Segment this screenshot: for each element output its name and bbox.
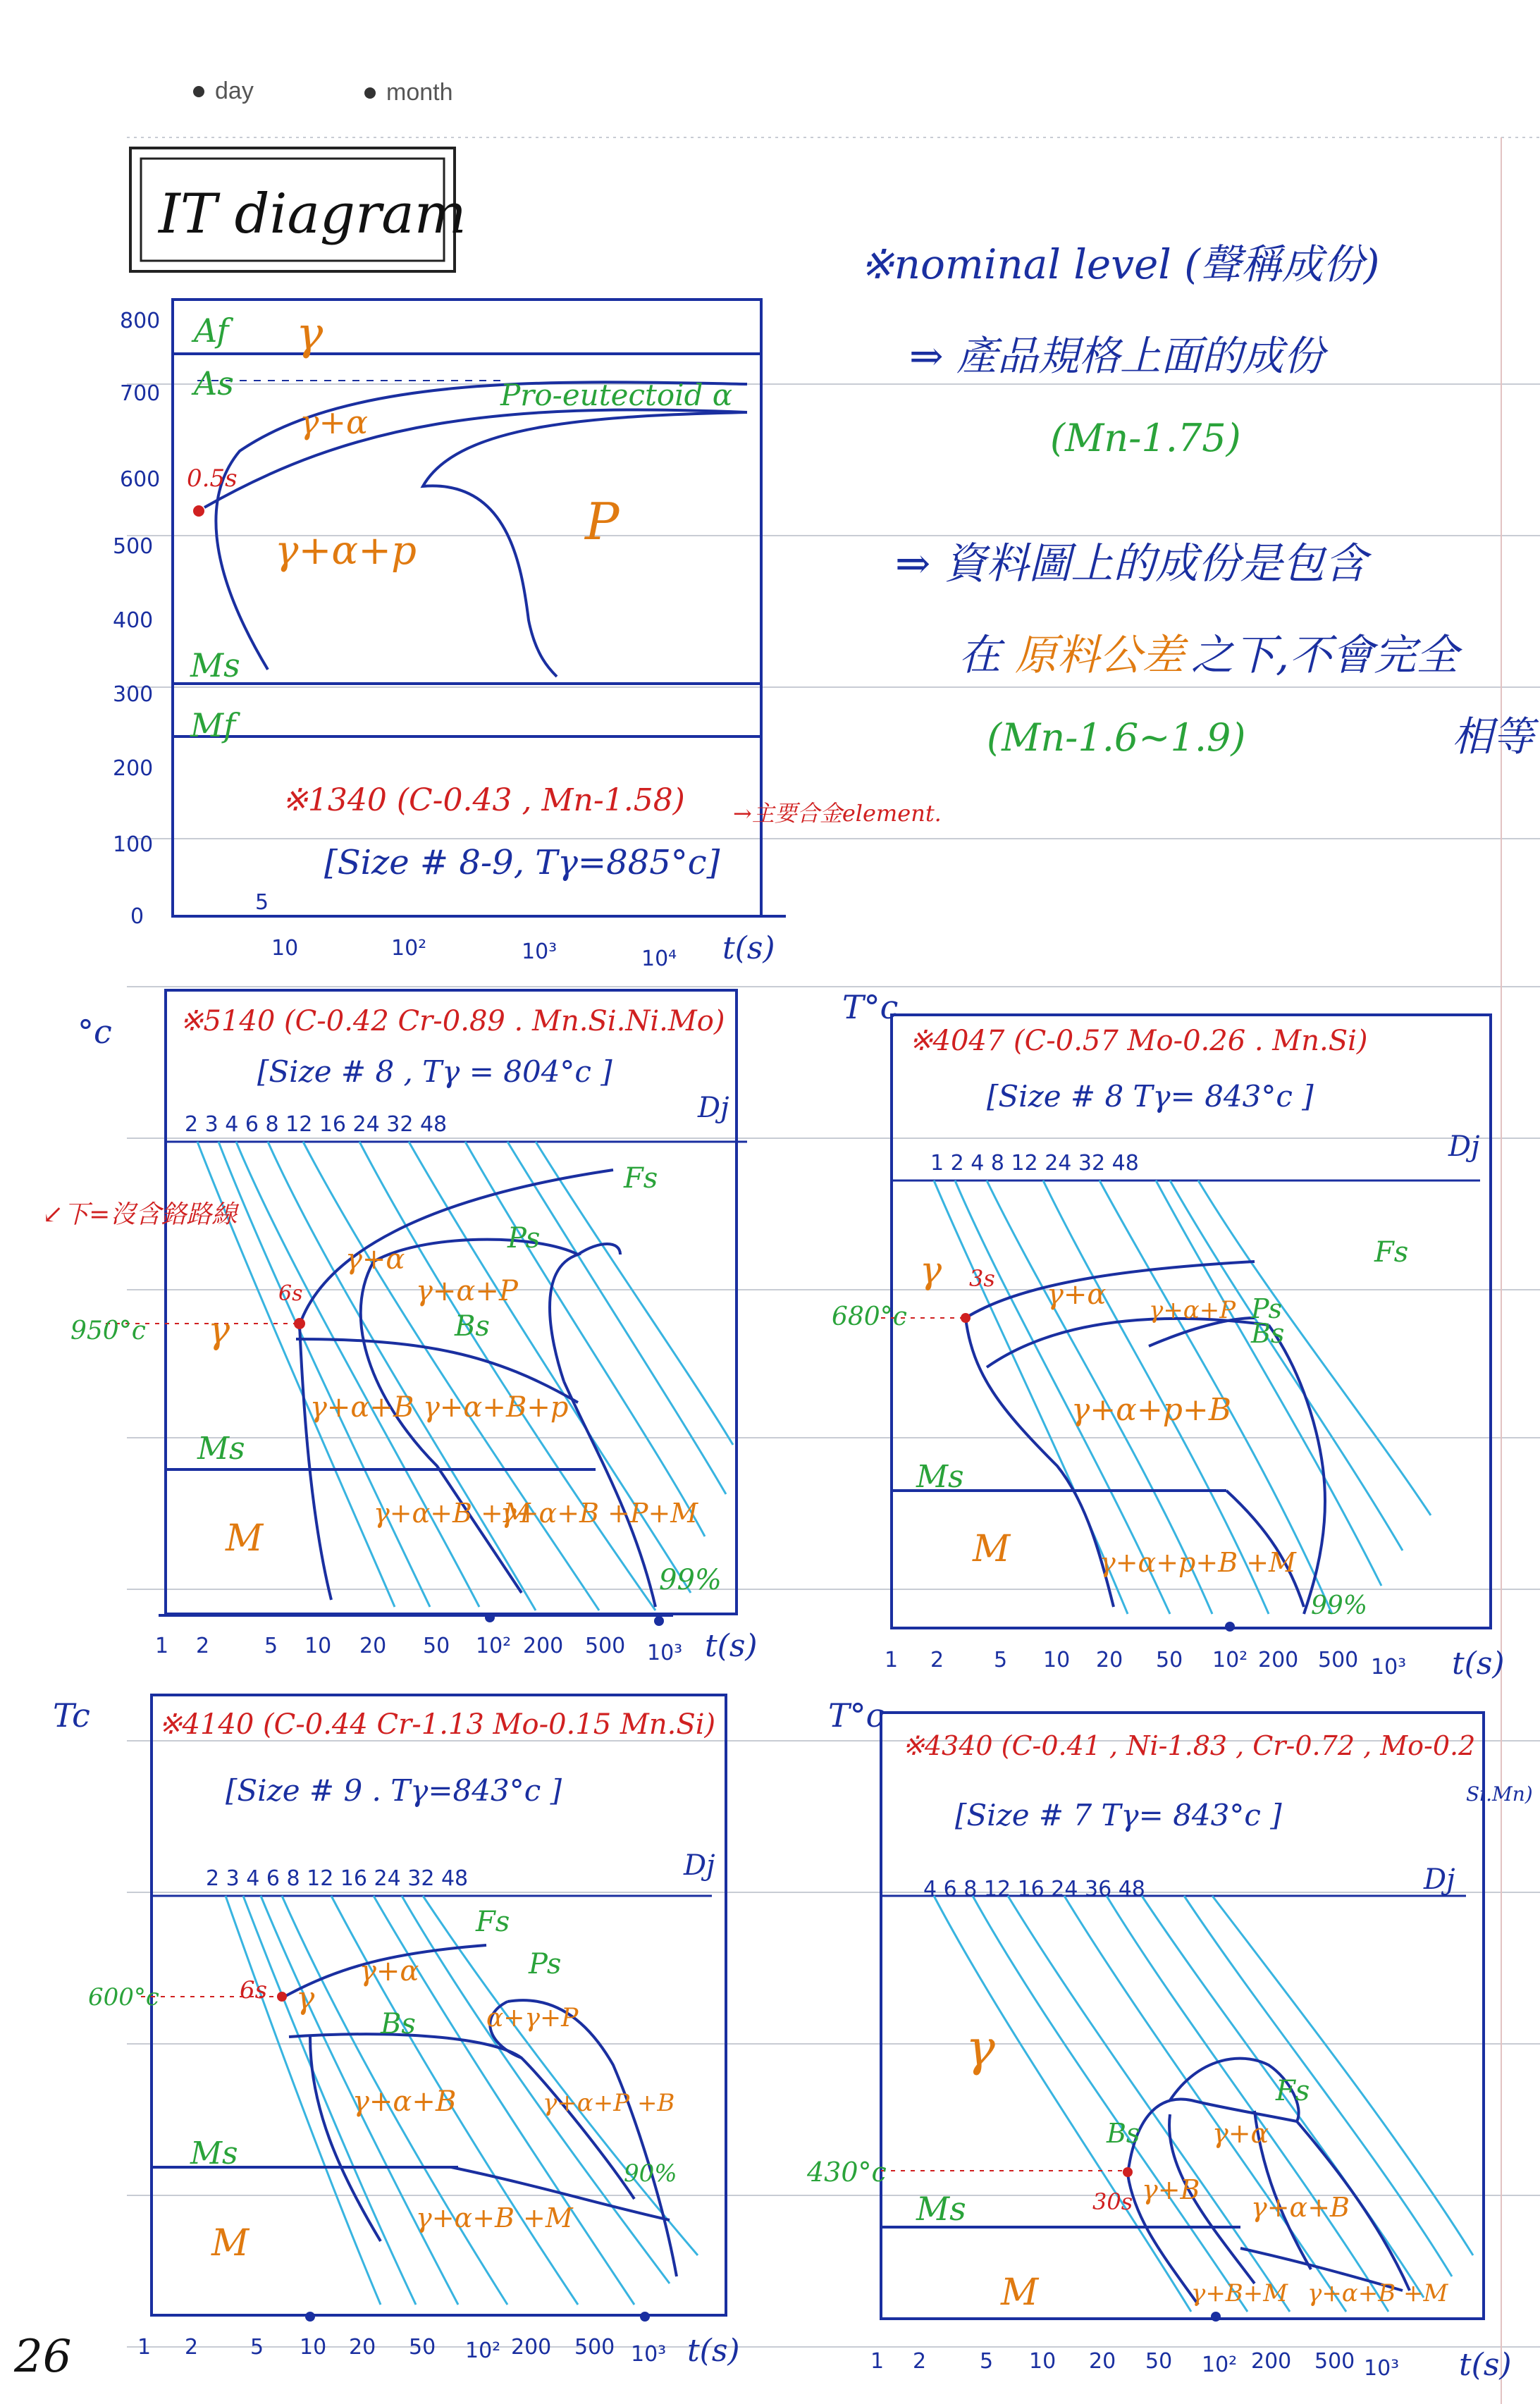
gamma-4140: γ <box>296 1980 315 2016</box>
af-label: Af <box>194 312 229 350</box>
x-tick: 50 <box>1156 1648 1183 1672</box>
ps-5140: Ps <box>507 1222 541 1255</box>
x-unit-4140: t(s) <box>687 2333 740 2369</box>
y-tick: 0 <box>130 904 144 929</box>
steel-1340: ※1340 (C-0.43 , Mn-1.58) <box>282 782 685 818</box>
y-axis-ticks-1340 <box>113 309 160 929</box>
ms-label: Ms <box>190 646 240 684</box>
x-tick: 10 <box>1029 2349 1057 2374</box>
x-tick: 200 <box>1251 2349 1292 2374</box>
size-4340: [Size # 7 Tγ= 843°c ] <box>955 1798 1282 1832</box>
x-tick: 50 <box>409 2335 436 2360</box>
x-unit-4047: t(s) <box>1452 1646 1505 1682</box>
temp-5140: 950°c <box>70 1317 146 1345</box>
x-tick: 50 <box>1145 2349 1173 2374</box>
gap-4047: γ+α+P <box>1149 1296 1236 1324</box>
chart-5140 <box>42 990 758 1665</box>
nose-5140: 6s <box>278 1281 303 1306</box>
gab-5140: γ+α+B <box>310 1391 414 1424</box>
x-tick: 1 <box>155 1634 169 1658</box>
x-tick: 500 <box>574 2335 615 2360</box>
m-4340: M <box>1001 2272 1039 2314</box>
gbm-4340: γ+B+M <box>1191 2279 1288 2307</box>
ga-4340: γ+α <box>1212 2118 1269 2149</box>
note-line2: ⇒ 資料圖上的成份是包含 <box>895 539 1367 588</box>
nominal-note: ※nominal level (聲稱成份) <box>860 240 1380 288</box>
x-tick: 10³ <box>522 939 558 964</box>
m-4140: M <box>211 2222 250 2264</box>
x-tick: 200 <box>1258 1648 1299 1672</box>
x-unit: t(s) <box>722 930 775 966</box>
x-tick: 2 <box>196 1634 210 1658</box>
pct-4047: 99% <box>1311 1591 1368 1620</box>
x-tick: 500 <box>1314 2349 1355 2374</box>
x-tick: 10³ <box>647 1641 683 1665</box>
x-unit-5140: t(s) <box>705 1628 758 1664</box>
chart-4047 <box>832 988 1505 1682</box>
nose-4047: 3s <box>969 1265 995 1292</box>
x-tick: 10² <box>465 2338 501 2363</box>
steel-4140: ※4140 (C-0.44 Cr-1.13 Mo-0.15 Mn.Si) <box>159 1708 716 1741</box>
gab-4140: γ+α+B <box>352 2085 457 2118</box>
gamma-label: γ <box>296 308 324 360</box>
chart-1340 <box>113 300 942 971</box>
size-4047: [Size # 8 Tγ= 843°c ] <box>987 1079 1314 1114</box>
axis-y-4340: T°c <box>828 1696 885 1734</box>
note-line3c: 之下,不會完全 <box>1191 631 1459 680</box>
mf-label: Mf <box>190 706 236 744</box>
x-tick: 10 <box>300 2335 327 2360</box>
y-tick: 400 <box>113 608 154 633</box>
ms-5140: Ms <box>197 1431 245 1467</box>
note-line3a: 在 <box>959 631 1001 680</box>
gabm-5140: γ+α+B +M <box>374 1498 531 1529</box>
dj-4140: Dj <box>684 1849 715 1882</box>
x-tick: 5 <box>980 2349 994 2374</box>
ms-4047: Ms <box>916 1459 964 1495</box>
bs-4340: Bs <box>1107 2118 1140 2149</box>
ms-4340: Ms <box>916 2190 966 2228</box>
notes <box>860 240 1539 760</box>
gamma-alpha-label: γ+α <box>300 403 369 441</box>
fs-5140: Fs <box>624 1162 658 1195</box>
dj-ticks-4047: 1 2 4 8 12 24 32 48 <box>930 1151 1139 1176</box>
x-tick: 500 <box>585 1634 626 1658</box>
x-tick: 10² <box>1202 2353 1238 2377</box>
y-tick: 500 <box>113 534 154 559</box>
x-tick: 200 <box>511 2335 552 2360</box>
month-dot-icon <box>364 87 376 99</box>
note-line3e: 相等 <box>1452 713 1534 760</box>
ga-5140: γ+α <box>345 1243 405 1276</box>
x-tick: 1 <box>870 2349 885 2374</box>
dj-ticks-5140: 2 3 4 6 8 12 16 24 32 48 <box>185 1112 448 1137</box>
ms-4140: Ms <box>190 2135 238 2171</box>
x-tick: 20 <box>359 1634 387 1658</box>
gabpm-5140: γ+α+B +P+M <box>500 1498 698 1529</box>
fs-4140: Fs <box>476 1906 510 1938</box>
pro-eutectoid-label: Pro-eutectoid α <box>500 378 733 412</box>
x-tick: 20 <box>1096 1648 1123 1672</box>
m-5140: M <box>226 1517 264 1560</box>
fs-4047: Fs <box>1374 1236 1409 1269</box>
side-note-5140: ↙下=沒含鉻路線 <box>42 1200 238 1229</box>
steel-4047: ※4047 (C-0.57 Mo-0.26 . Mn.Si) <box>909 1025 1368 1057</box>
note-line1: ⇒ 產品規格上面的成份 <box>909 332 1325 380</box>
y-tick: 300 <box>113 682 154 707</box>
gap-4140: α+γ+P <box>486 2004 579 2033</box>
x-tick: 10² <box>1212 1648 1248 1672</box>
x-tick: 10³ <box>631 2342 667 2367</box>
x-tick: 1 <box>885 1648 899 1672</box>
x-tick: 2 <box>913 2349 927 2374</box>
day-dot-icon <box>193 86 204 97</box>
page-number: 26 <box>14 2331 72 2383</box>
gapbm-4047: γ+α+p+B +M <box>1099 1547 1296 1578</box>
x-unit-4340: t(s) <box>1459 2347 1512 2383</box>
chart-4340 <box>806 1696 1533 2383</box>
ps-4047: Ps <box>1251 1293 1283 1324</box>
ruled-lines <box>127 137 1540 2404</box>
ga-4140: γ+α <box>359 1955 419 1987</box>
gamma-4340: γ <box>966 2019 995 2077</box>
gabm-4140: γ+α+B +M <box>416 2202 573 2233</box>
x-tick: 50 <box>423 1634 450 1658</box>
note-line3b: 原料公差 <box>1015 631 1184 680</box>
gabp-5140: γ+α+B+p <box>423 1391 569 1424</box>
gb-4340: γ+B <box>1142 2174 1200 2205</box>
gabm-4340: γ+α+B +M <box>1307 2279 1448 2307</box>
x-tick: 5 <box>264 1634 278 1658</box>
x-tick: 10⁴ <box>641 947 677 971</box>
y-tick: 700 <box>120 381 161 406</box>
x-tick: 2 <box>185 2335 199 2360</box>
ps-4140: Ps <box>529 1948 562 1980</box>
size-4140: [Size # 9 . Tγ=843°c ] <box>226 1773 562 1808</box>
steel-4340: ※4340 (C-0.41 , Ni-1.83 , Cr-0.72 , Mo-0.2 <box>902 1730 1476 1761</box>
gamma-alpha-p-label: γ+α+p <box>275 528 417 574</box>
dj-4340: Dj <box>1424 1863 1455 1896</box>
gab-4340: γ+α+B <box>1251 2192 1350 2223</box>
gamma-5140: γ <box>208 1309 230 1352</box>
steel-5140: ※5140 (C-0.42 Cr-0.89 . Mn.Si.Ni.Mo) <box>180 1005 725 1037</box>
title-box <box>130 148 467 271</box>
p-label: P <box>585 492 620 551</box>
temp-4047: 680°c <box>832 1302 907 1331</box>
nose-time: 0.5s <box>187 464 238 493</box>
nose-4140: 6s <box>240 1976 268 2004</box>
x-tick: 5 <box>255 890 269 915</box>
pct-4140: 90% <box>624 2159 677 2188</box>
y-tick: 600 <box>120 467 161 492</box>
x-tick: 200 <box>523 1634 564 1658</box>
axis-y-4047: T°c <box>842 988 899 1026</box>
bs-4047: Bs <box>1251 1318 1285 1349</box>
x-tick: 10³ <box>1371 1655 1407 1679</box>
size-5140: [Size # 8 , Tγ = 804°c ] <box>257 1054 612 1089</box>
nose-4340: 30s <box>1092 2188 1133 2215</box>
dj-ticks-4140: 2 3 4 6 8 12 16 24 32 48 <box>206 1866 469 1891</box>
temp-4140: 600°c <box>88 1983 159 2011</box>
x-tick: 10² <box>476 1634 512 1658</box>
gap-5140: γ+α+P <box>416 1275 518 1307</box>
pct-5140: 99% <box>659 1564 722 1596</box>
dj-4047: Dj <box>1448 1130 1480 1163</box>
bs-5140: Bs <box>455 1310 490 1343</box>
x-tick: 2 <box>930 1648 944 1672</box>
as-label: As <box>194 364 234 402</box>
x-tick: 1 <box>137 2335 152 2360</box>
x-tick: 20 <box>349 2335 376 2360</box>
y-tick: 800 <box>120 309 161 333</box>
x-tick: 10³ <box>1364 2356 1400 2381</box>
gapb-4047: γ+α+p+B <box>1071 1392 1232 1428</box>
x-tick: 500 <box>1318 1648 1359 1672</box>
chart-4140 <box>53 1695 740 2369</box>
gapb-4140: γ+α+P +B <box>543 2089 675 2117</box>
axis-y-5140: °c <box>78 1013 112 1051</box>
gamma-4047: γ <box>920 1250 942 1292</box>
x-tick: 5 <box>994 1648 1008 1672</box>
month-label: month <box>386 79 453 106</box>
x-tick: 10 <box>1043 1648 1071 1672</box>
alloy-note: →主要合金element. <box>733 800 942 827</box>
bs-4140: Bs <box>381 2008 416 2040</box>
x-tick: 20 <box>1089 2349 1116 2374</box>
m-4047: M <box>973 1528 1011 1570</box>
x-tick: 5 <box>250 2335 264 2360</box>
y-tick: 200 <box>113 756 154 781</box>
x-tick: 10 <box>271 936 299 961</box>
dj-5140: Dj <box>698 1092 729 1124</box>
note-line3d: (Mn-1.6~1.9) <box>987 715 1246 760</box>
day-label: day <box>215 78 254 104</box>
x-axis-ticks-1340 <box>255 890 677 971</box>
page-title: IT diagram <box>159 183 467 246</box>
fs-4340: Fs <box>1276 2075 1310 2107</box>
axis-y-4140: Tc <box>53 1696 90 1734</box>
ga-4047: γ+α <box>1047 1278 1107 1311</box>
y-tick: 100 <box>113 832 154 857</box>
note-line1b: (Mn-1.75) <box>1050 416 1241 460</box>
size-1340: [Size # 8-9, Tγ=885°c] <box>324 843 720 882</box>
x-tick: 10² <box>391 936 427 961</box>
steel-4340-line2: Si.Mn) <box>1466 1782 1533 1806</box>
x-tick: 10 <box>304 1634 332 1658</box>
dj-ticks-4340: 4 6 8 12 16 24 36 48 <box>923 1877 1145 1901</box>
temp-4340: 430°c <box>807 2157 887 2188</box>
